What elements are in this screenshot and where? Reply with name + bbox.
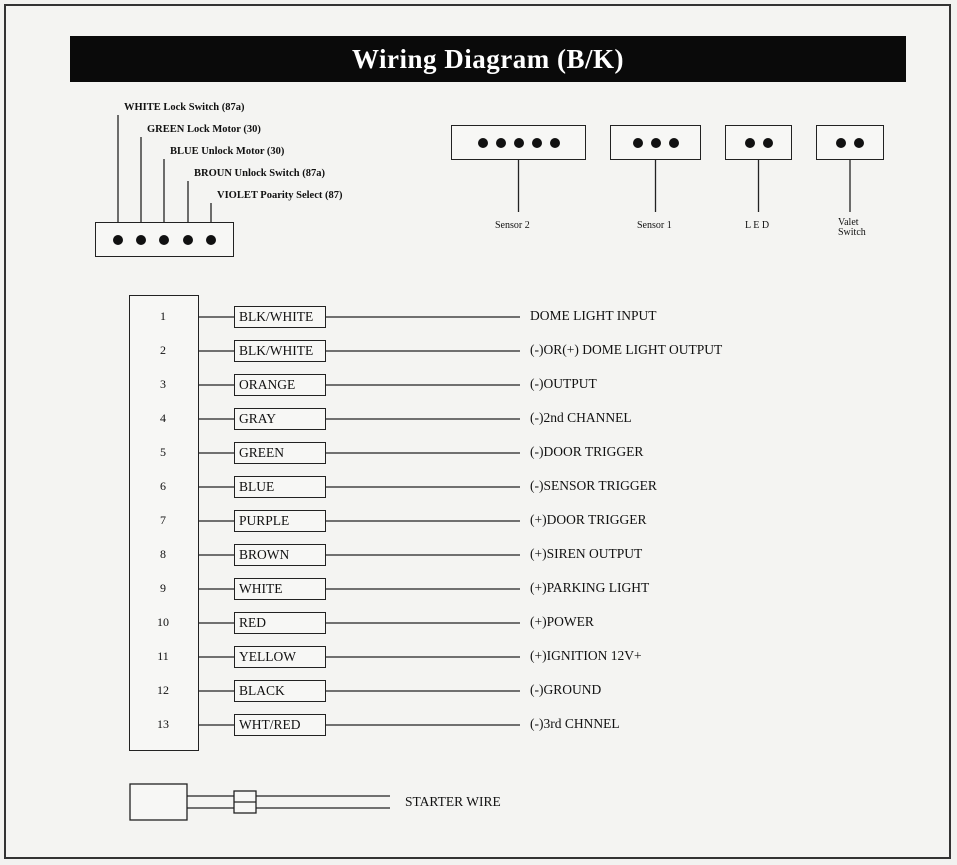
wire-color-box: BLACK [234,680,326,702]
wire-function-label: (+)IGNITION 12V+ [530,648,642,663]
connector-pin-dot [745,138,755,148]
connector-pin-dot [669,138,679,148]
connector-pin-dot [854,138,864,148]
connector-pin-dot [496,138,506,148]
wire-function-label: (-)OR(+) DOME LIGHT OUTPUT [530,342,723,357]
harness-pin-number: 5 [160,445,166,459]
connector-pin-dot [514,138,524,148]
wire-function-label: (+)POWER [530,614,594,629]
connector-pin-dot [836,138,846,148]
lock-pin-dot [159,235,169,245]
wire-color-box: BROWN [234,544,326,566]
starter-wire-label: STARTER WIRE [405,794,501,809]
wire-function-label: (+)PARKING LIGHT [530,580,650,595]
wire-function-label: (+)SIREN OUTPUT [530,546,643,561]
harness-pin-number: 2 [160,343,166,357]
wire-color-box: BLK/WHITE [234,306,326,328]
wire-color-box: WHT/RED [234,714,326,736]
wire-function-label: (-)OUTPUT [530,376,597,391]
connector-pin-dot [478,138,488,148]
harness-pin-number: 11 [157,649,169,663]
wire-function-label: (-)3rd CHNNEL [530,716,620,731]
wire-function-label: (-)SENSOR TRIGGER [530,478,657,493]
connector-label: Sensor 1 [637,220,672,231]
wire-color-box: GREEN [234,442,326,464]
wire-color-box: RED [234,612,326,634]
wire-function-label: (+)DOOR TRIGGER [530,512,647,527]
wire-function-label: (-)GROUND [530,682,602,697]
wire-color-box: PURPLE [234,510,326,532]
connector-pin-dot [550,138,560,148]
connector-pin-dot [763,138,773,148]
connector-label: Sensor 2 [495,220,530,231]
lock-pin-dot [183,235,193,245]
wire-function-label: (-)DOOR TRIGGER [530,444,644,459]
lock-pin-dot [206,235,216,245]
harness-pin-number: 4 [160,411,166,425]
connector-pin-dot [633,138,643,148]
lock-pin-dot [136,235,146,245]
lock-wire-label: WHITE Lock Switch (87a) [124,102,245,113]
wire-color-box: BLUE [234,476,326,498]
wire-function-label: DOME LIGHT INPUT [530,308,657,323]
connector-l-e-d [725,125,792,160]
lock-wire-label: BROUN Unlock Switch (87a) [194,168,325,179]
harness-pin-number: 9 [160,581,166,595]
harness-pin-number: 6 [160,479,166,493]
harness-pin-number: 13 [157,717,169,731]
harness-pin-number: 1 [160,309,166,323]
connector-pin-dot [651,138,661,148]
harness-pin-number: 8 [160,547,166,561]
wire-color-box: BLK/WHITE [234,340,326,362]
harness-pin-number: 3 [160,377,166,391]
diagram-title: Wiring Diagram (B/K) [70,36,906,82]
wire-color-box: GRAY [234,408,326,430]
wire-function-label: (-)2nd CHANNEL [530,410,632,425]
harness-pin-number: 12 [157,683,169,697]
connector-label: L E D [745,220,770,231]
connector-pin-dot [532,138,542,148]
wire-color-box: WHITE [234,578,326,600]
connector-valet-switch [816,125,884,160]
harness-pin-number: 7 [160,513,166,527]
wire-color-box: YELLOW [234,646,326,668]
connector-label: Valet Switch [838,217,866,238]
harness-pin-number: 10 [157,615,169,629]
lock-pin-dot [113,235,123,245]
lock-wire-label: VIOLET Poarity Select (87) [217,190,343,201]
lock-wire-label: BLUE Unlock Motor (30) [170,146,285,157]
lock-wire-label: GREEN Lock Motor (30) [147,124,261,135]
wire-color-box: ORANGE [234,374,326,396]
